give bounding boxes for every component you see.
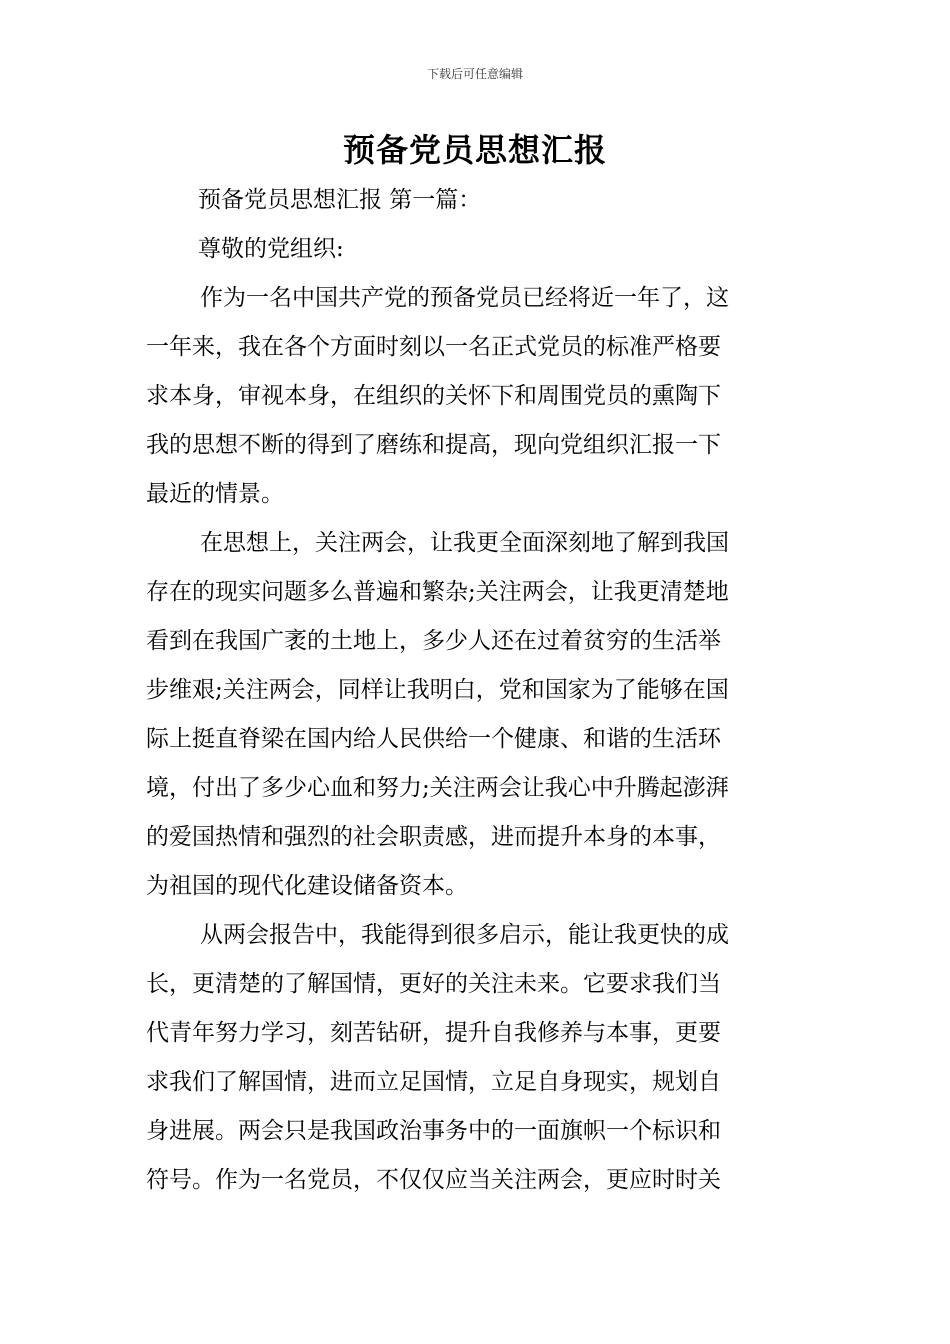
paragraph-3 [146, 911, 806, 1205]
paragraph-line: 求我们了解国情，进而立足国情，立足自身现实，规划自 [146, 1069, 721, 1095]
paragraph-line: 身进展。两会只是我国政治事务中的一面旗帜一个标识和 [146, 1118, 721, 1144]
subtitle-line: 预备党员思想汇报 第一篇： [198, 187, 482, 213]
header-note: 下载后可任意编辑 [426, 67, 523, 81]
document-body [146, 176, 806, 1205]
paragraph-line: 境，付出了多少心血和努力;关注两会让我心中升腾起澎湃 [146, 775, 729, 801]
paragraph-line: 在思想上，关注两会，让我更全面深刻地了解到我国 [200, 530, 729, 556]
paragraph-line: 我的思想不断的得到了磨练和提高，现向党组织汇报一下 [146, 432, 721, 458]
paragraph-2 [146, 519, 806, 911]
paragraph-line: 代青年努力学习，刻苦钻研，提升自我修养与本事，更要 [146, 1020, 721, 1046]
salutation-line: 尊敬的党组织: [198, 236, 344, 262]
paragraph-line: 最近的情景。 [146, 481, 284, 507]
paragraph-line: 为祖国的现代化建设储备资本。 [146, 873, 468, 899]
paragraph-line: 存在的现实问题多么普遍和繁杂;关注两会，让我更清楚地 [146, 579, 729, 605]
paragraph-line: 从两会报告中，我能得到很多启示，能让我更快的成 [200, 922, 729, 948]
paragraph-1 [146, 274, 806, 519]
document-title: 预备党员思想汇报 [342, 131, 607, 169]
paragraph-line: 一年来，我在各个方面时刻以一名正式党员的标准严格要 [146, 334, 721, 360]
paragraph-line: 看到在我国广袤的土地上，多少人还在过着贫穷的生活举 [146, 628, 721, 654]
paragraph-line: 符号。作为一名党员，不仅仅应当关注两会，更应时时关 [146, 1167, 721, 1193]
paragraph-line: 求本身，审视本身，在组织的关怀下和周围党员的熏陶下 [146, 383, 721, 409]
paragraph-line: 长，更清楚的了解国情，更好的关注未来。它要求我们当 [146, 971, 721, 997]
paragraph-line: 步维艰;关注两会，同样让我明白，党和国家为了能够在国 [146, 677, 729, 703]
paragraph-line: 作为一名中国共产党的预备党员已经将近一年了，这 [200, 285, 729, 311]
paragraph-line: 际上挺直脊梁在国内给人民供给一个健康、和谐的生活环 [146, 726, 721, 752]
paragraph-line: 的爱国热情和强烈的社会职责感，进而提升本身的本事， [146, 824, 721, 850]
